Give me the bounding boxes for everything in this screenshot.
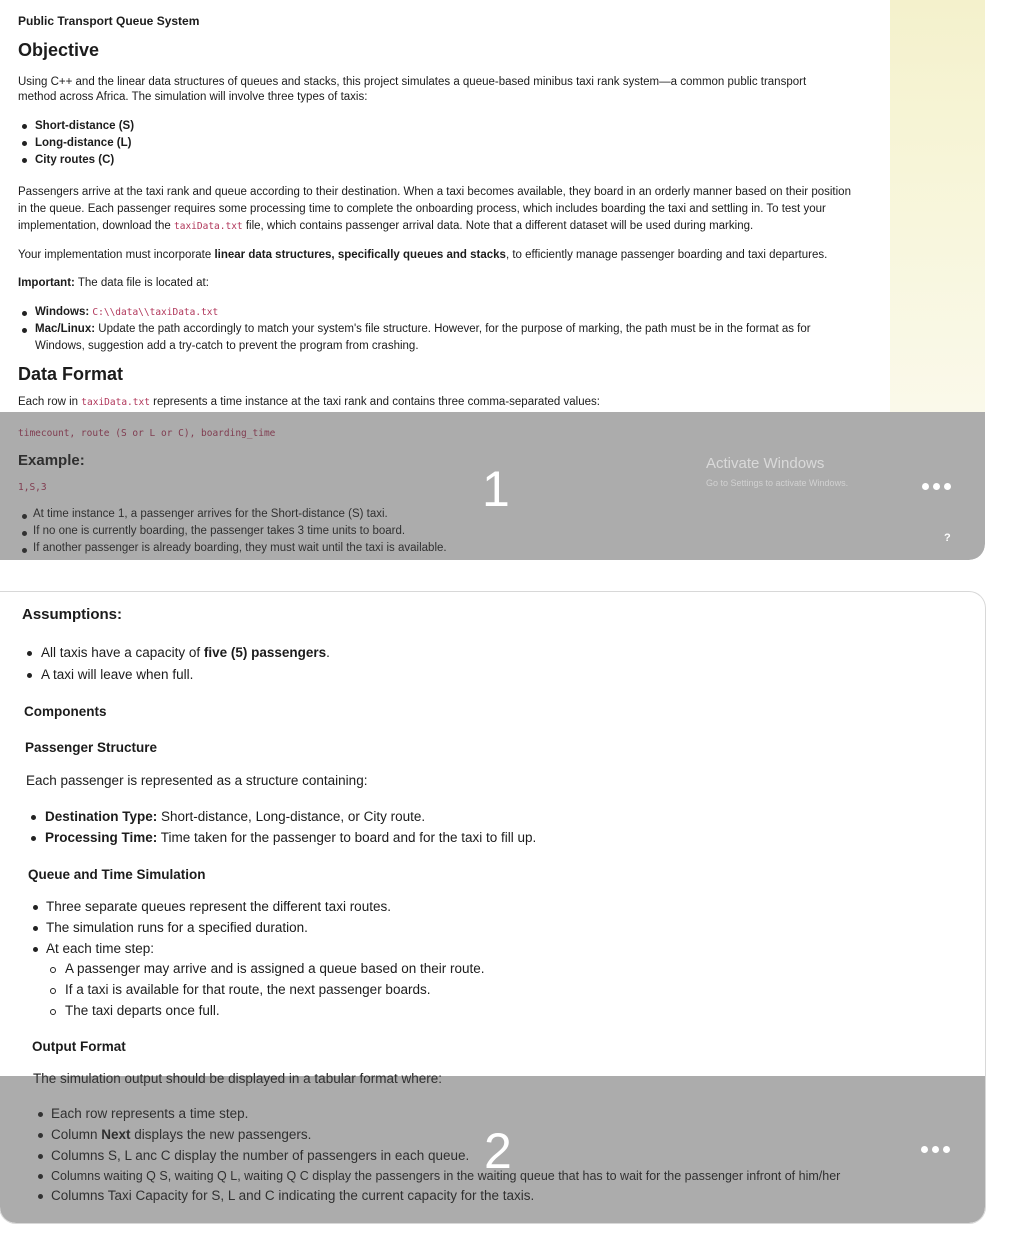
capacity-text: . — [326, 645, 330, 660]
passengers-text: implementation, download the — [18, 220, 174, 232]
linear-text: Your implementation must incorporate — [18, 249, 215, 261]
important-line — [18, 276, 209, 291]
mac-path-line-1 — [35, 322, 811, 337]
mac-path-line-2: Windows, suggestion add a try-catch to prevent the program from crashing. — [35, 340, 419, 352]
format-code-block: timecount, route (S or L or C), boarding_time — [18, 428, 276, 439]
linear-bold-text: linear data structures, specifically queues and stacks — [214, 249, 506, 261]
output-bullet-3: Columns S, L anc C display the number of passengers in each queue. — [51, 1148, 470, 1163]
example-bullet-1: At time instance 1, a passenger arrives for the Short-distance (S) taxi. — [33, 508, 388, 520]
queue-sub-bullet-2: If a taxi is available for that route, the next passenger boards. — [65, 982, 431, 997]
destination-text: Short-distance, Long-distance, or City route. — [157, 809, 426, 824]
each-row-text: represents a time instance at the taxi rank and contains three comma-separated values: — [149, 396, 600, 408]
example-code-block: 1,S,3 — [18, 482, 47, 493]
help-icon[interactable]: ? — [944, 532, 951, 544]
data-format-heading: Data Format — [18, 364, 124, 384]
processing-time-line — [45, 829, 536, 847]
bullet-dot — [33, 926, 38, 931]
important-text: The data file is located at: — [74, 277, 209, 289]
queue-sub-bullet-1: A passenger may arrive and is assigned a queue based on their route. — [65, 961, 485, 976]
output-format-heading: Output Format — [32, 1039, 126, 1054]
objective-line-1: Using C++ and the linear data structures of queues and stacks, this project simulates a queue-based minibus taxi rank system—a common public transport — [18, 76, 807, 88]
bullet-dot — [22, 328, 27, 333]
screenshot-panel-2 — [0, 592, 985, 1223]
output-intro: The simulation output should be displayed in a tabular format where: — [33, 1071, 442, 1086]
taxi-type-city: City routes (C) — [35, 154, 115, 166]
sidebar-strip — [890, 0, 985, 412]
queue-sub-bullet-3: The taxi departs once full. — [65, 1003, 220, 1018]
queue-bullet-2: The simulation runs for a specified duration. — [46, 920, 308, 935]
image-overlay-1 — [0, 412, 985, 560]
output-text: displays the new passengers. — [130, 1127, 312, 1142]
output-bullet-1: Each row represents a time step. — [51, 1106, 249, 1121]
bullet-dot — [31, 836, 36, 841]
output-bold-text: Next — [101, 1127, 131, 1142]
capacity-bold-text: five (5) passengers — [203, 645, 327, 660]
each-row-line — [18, 395, 600, 410]
passengers-line-1: Passengers arrive at the taxi rank and queue according to their destination. When a taxi becomes available, they board in an orderly manner based on their position — [18, 186, 851, 198]
assumptions-heading: Assumptions: — [22, 606, 123, 623]
queue-bullet-3: At each time step: — [46, 941, 155, 956]
linear-text: , to efficiently manage passenger boarding and taxi departures. — [505, 249, 828, 261]
destination-label: Destination Type: — [45, 809, 158, 824]
image-index-label: 1 — [482, 461, 510, 517]
taxi-type-short: Short-distance (S) — [35, 120, 135, 132]
bullet-dot — [31, 815, 36, 820]
components-heading: Components — [24, 704, 107, 719]
processing-label: Processing Time: — [45, 830, 158, 845]
queue-simulation-heading: Queue and Time Simulation — [28, 867, 206, 882]
windows-path-code: C:\\data\\taxiData.txt — [92, 307, 219, 318]
example-bullet-3: If another passenger is already boarding, they must wait until the taxi is available. — [33, 542, 447, 554]
queue-bullet-1: Three separate queues represent the different taxi routes. — [46, 899, 391, 914]
activate-windows-watermark: Activate Windows — [706, 455, 825, 472]
leave-full-line: A taxi will leave when full. — [41, 667, 194, 682]
windows-path-line — [35, 305, 218, 320]
passenger-structure-heading: Passenger Structure — [25, 740, 158, 755]
output-bullet-5: Columns Taxi Capacity for S, L and C indicating the current capacity for the taxis. — [51, 1188, 535, 1203]
more-options-icon[interactable] — [922, 483, 951, 490]
sub-bullet-circle — [50, 988, 56, 994]
more-options-icon[interactable] — [921, 1146, 950, 1153]
inline-code-filename: taxiData.txt — [174, 221, 243, 232]
bullet-dot — [27, 673, 32, 678]
passengers-line-2: in the queue. Each passenger requires some processing time to complete the onboarding process, which includes boarding the taxi and settling in. To test your — [18, 203, 826, 215]
image-index-label: 2 — [484, 1123, 512, 1179]
linear-structures-line — [18, 248, 827, 263]
taxi-type-long: Long-distance (L) — [35, 137, 132, 149]
inline-code-filename: taxiData.txt — [81, 397, 150, 408]
processing-text: Time taken for the passenger to board and for the taxi to fill up. — [157, 830, 537, 845]
bullet-dot — [33, 947, 38, 952]
image-overlay-2 — [0, 1076, 985, 1223]
passengers-line-3 — [18, 219, 753, 234]
bullet-dot — [22, 311, 27, 316]
mac-text: Update the path accordingly to match your system's file structure. However, for the purpose of marking, the path must be in the format as for — [95, 323, 811, 335]
each-row-text: Each row in — [18, 396, 82, 408]
output-bullet-4: Columns waiting Q S, waiting Q L, waiting Q C display the passengers in the waiting queue that has to wait for the passenger infront of him/her — [51, 1169, 841, 1183]
windows-label: Windows: — [35, 306, 90, 318]
capacity-text: All taxis have a capacity of — [41, 645, 204, 660]
capacity-line — [41, 644, 330, 662]
destination-type-line — [45, 808, 425, 826]
sub-bullet-circle — [50, 967, 56, 973]
example-bullet-2: If no one is currently boarding, the passenger takes 3 time units to board. — [33, 525, 406, 537]
passenger-structure-intro: Each passenger is represented as a structure containing: — [26, 773, 368, 788]
passengers-text: file, which contains passenger arrival data. Note that a different dataset will be used during marking. — [242, 220, 754, 232]
mac-label: Mac/Linux: — [35, 323, 96, 335]
document-title: Public Transport Queue System — [18, 14, 200, 28]
output-text: Column — [51, 1127, 102, 1142]
objective-heading: Objective — [18, 40, 100, 60]
bullet-dot — [22, 124, 27, 129]
bullet-dot — [22, 141, 27, 146]
activate-windows-subtext: Go to Settings to activate Windows. — [706, 478, 849, 488]
example-heading: Example: — [18, 452, 85, 469]
objective-line-2: method across Africa. The simulation will involve three types of taxis: — [18, 91, 368, 103]
bullet-dot — [27, 651, 32, 656]
screenshot-panel-1 — [0, 0, 985, 560]
important-label: Important: — [18, 277, 75, 289]
sub-bullet-circle — [50, 1009, 56, 1015]
bullet-dot — [33, 905, 38, 910]
bullet-dot — [22, 158, 27, 163]
